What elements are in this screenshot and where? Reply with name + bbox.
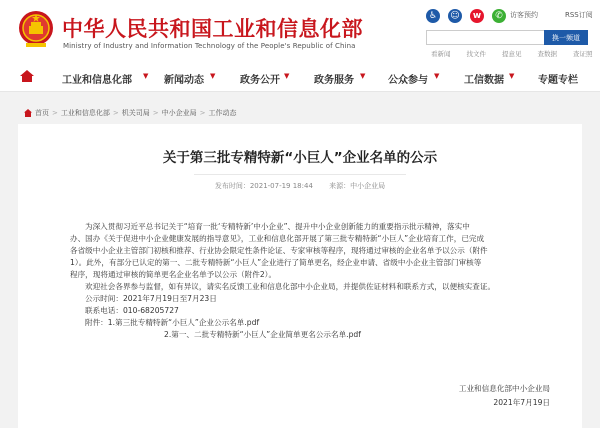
breadcrumb (24, 108, 237, 118)
article-body (70, 221, 560, 341)
quick-link-feedback[interactable]: 提意见 (502, 50, 522, 58)
paragraph-line: 为深入贯彻习近平总书记关于“培育一批‘专精特新’中小企业”、提升中小企业创新能力的重要指示批示精神，落实中 (85, 222, 470, 231)
intro-paragraph (70, 221, 560, 281)
chevron-down-icon: ▼ (210, 72, 216, 80)
breadcrumb-separator: > (52, 109, 58, 117)
weibo-icon[interactable]: w (470, 9, 484, 23)
elderly-icon[interactable]: ☺ (448, 9, 462, 23)
nav-item-topics[interactable]: 专题专栏 (538, 75, 578, 86)
site-title[interactable]: 中华人民共和国工业和信息化部 (62, 17, 363, 41)
article-card (18, 124, 582, 428)
article-source: 来源：中小企业局 (329, 182, 386, 190)
breadcrumb-separator: > (112, 109, 119, 117)
nav-item-gov-affairs[interactable]: 政务公开 (240, 75, 280, 86)
quick-links (431, 49, 593, 58)
paragraph-line: 各省级中小企业主管部门初核和推荐、行业协会限定性条件论证、专家审核等程序，现将通过审核的企业名单予以公示（附件 (70, 246, 488, 255)
home-icon[interactable] (20, 70, 34, 82)
nav-item-gov-services[interactable]: 政务服务 (314, 75, 354, 86)
nav-item-public-participation[interactable]: 公众参与 (388, 75, 428, 86)
chevron-down-icon: ▼ (509, 72, 515, 80)
paragraph-line: 1）。此外，有部分已认定的第一、二批专精特新“小巨人”企业进行了简单更名，经企业申请、省级中小企业主管部门审核等 (70, 258, 482, 267)
attachment-link-1[interactable]: 1.第三批专精特新“小巨人”企业公示名单.pdf (107, 318, 260, 327)
nav-item-miit[interactable]: 工业和信息化部 (62, 75, 132, 86)
nav-item-news[interactable]: 新闻动态 (164, 75, 204, 86)
article-meta (18, 181, 582, 191)
main-nav (0, 62, 600, 92)
breadcrumb-separator: > (199, 109, 206, 117)
home-icon (24, 109, 32, 117)
attachments-label: 附件： (85, 318, 108, 327)
wechat-icon[interactable]: ✆ (492, 9, 506, 23)
attachments-row (85, 317, 560, 329)
chevron-down-icon: ▼ (434, 72, 440, 80)
quick-link-files[interactable]: 找文件 (466, 50, 486, 58)
national-emblem-icon[interactable] (18, 10, 54, 50)
title-divider (194, 174, 406, 175)
quick-link-news[interactable]: 看新闻 (431, 50, 451, 58)
visitor-appointment-link[interactable]: 访客预约 (510, 11, 538, 19)
signature-block (459, 382, 550, 410)
top-icon-bar (426, 8, 506, 24)
search-button[interactable]: 换一频道 (544, 30, 588, 45)
chevron-down-icon: ▼ (360, 72, 366, 80)
breadcrumb-separator: > (152, 109, 159, 117)
search-input[interactable] (426, 30, 544, 45)
breadcrumb-miit[interactable]: 工业和信息化部 (60, 109, 110, 117)
quick-link-data[interactable]: 查数据 (537, 50, 557, 58)
paragraph-line: 办、国办《关于促进中小企业健康发展的指导意见》，工业和信息化部开展了第三批专精特新“小巨人”企业培育工作，已完成 (70, 234, 485, 243)
article-title: 关于第三批专精特新“小巨人”企业名单的公示 (162, 150, 438, 166)
quick-link-licenses[interactable]: 查证照 (573, 50, 593, 58)
breadcrumb-sme-bureau[interactable]: 中小企业局 (161, 109, 197, 117)
publicity-period: 公示时间：2021年7月19日至7月23日 (85, 294, 217, 303)
contact-phone: 联系电话：010-68205727 (85, 306, 179, 315)
site-header (0, 0, 600, 62)
paragraph-line: 程序，现将通过审核的简单更名企业名单予以公示（附件2）。 (70, 270, 277, 279)
chevron-down-icon: ▼ (143, 72, 149, 80)
signature-org: 工业和信息化部中小企业局 (458, 384, 550, 393)
attachment-link-2[interactable]: 2.第一、二批专精特新“小巨人”企业简单更名公示名单.pdf (164, 330, 361, 339)
signature-date: 2021年7月19日 (493, 398, 550, 407)
chevron-down-icon: ▼ (284, 72, 290, 80)
nav-item-data[interactable]: 工信数据 (464, 75, 504, 86)
publish-time: 发布时间：2021-07-19 18:44 (214, 182, 313, 190)
site-subtitle: Ministry of Industry and Information Technology of the People's Republic of China (63, 42, 356, 50)
breadcrumb-work-updates[interactable]: 工作动态 (208, 109, 237, 117)
feedback-paragraph: 欢迎社会各界参与监督，如有异议，请实名反馈工业和信息化部中小企业局，并提供佐证材料和联系方式，以便核实查证。 (85, 282, 496, 291)
accessibility-icon[interactable]: ♿ (426, 9, 440, 23)
breadcrumb-departments[interactable]: 机关司局 (121, 109, 150, 117)
rss-link[interactable]: RSS订阅 (565, 11, 593, 19)
breadcrumb-home[interactable]: 首页 (35, 109, 49, 117)
